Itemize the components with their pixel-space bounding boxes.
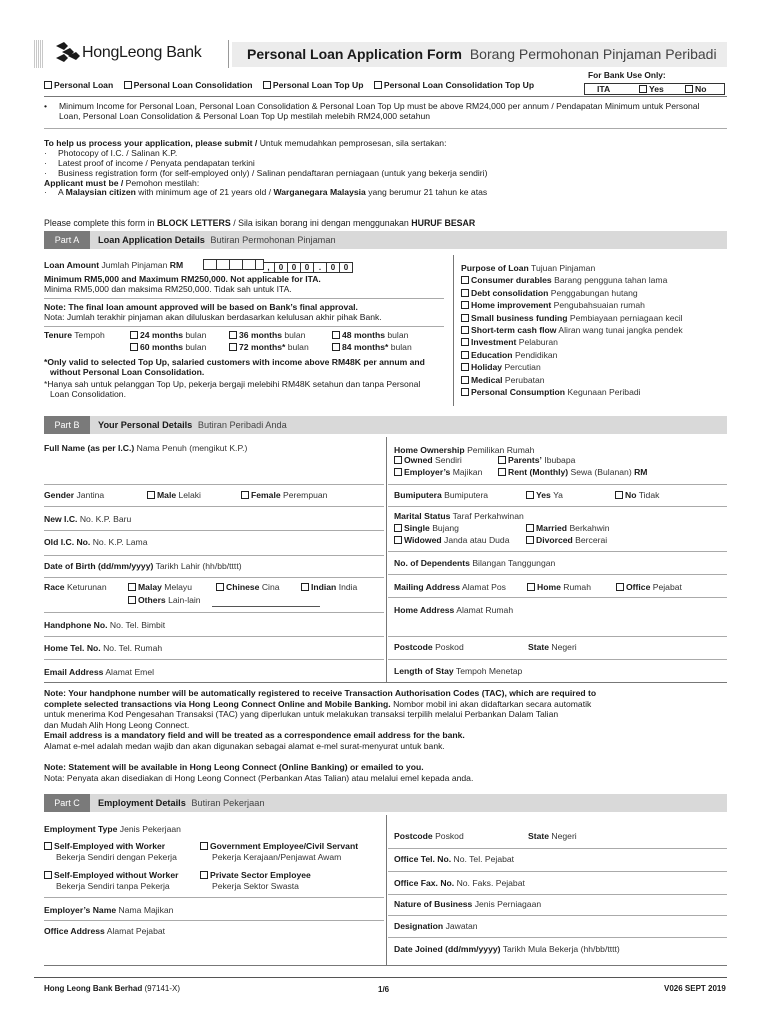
- new-ic-field[interactable]: New I.C. No. K.P. Baru: [44, 514, 132, 524]
- footer-company: Hong Leong Bank Berhad (97141-X): [44, 984, 181, 993]
- office-tel-field[interactable]: Office Tel. No. No. Tel. Pejabat: [394, 854, 515, 864]
- emp-government[interactable]: Government Employee/Civil Servant Pekerja Kerajaan/Penjawat Awam: [200, 841, 358, 863]
- emp-postcode-field[interactable]: Postcode Poskod: [394, 831, 464, 841]
- home-tel-field[interactable]: Home Tel. No. No. Tel. Rumah: [44, 643, 163, 653]
- tenure-84[interactable]: 84 months* bulan: [332, 343, 412, 353]
- race-others[interactable]: Others Lain-lain: [128, 596, 201, 606]
- footer-page: 1/6: [378, 985, 390, 994]
- state-field[interactable]: State Negeri: [528, 642, 577, 652]
- part-c-header: Part C Employment Details Butiran Pekerjaan: [44, 794, 727, 812]
- bumiputera-field: Bumiputera Bumiputera: [394, 490, 489, 500]
- footer-version: V026 SEPT 2019: [664, 984, 726, 993]
- designation-field[interactable]: Designation Jawatan: [394, 921, 478, 931]
- marital-divorced[interactable]: Divorced Bercerai: [526, 536, 607, 546]
- tenure-60[interactable]: 60 months bulan: [130, 343, 206, 353]
- marital-widowed[interactable]: Widowed Janda atau Duda: [394, 536, 510, 546]
- emp-self-with[interactable]: Self-Employed with Worker Bekerja Sendiri dengan Pekerja: [44, 841, 177, 863]
- purpose-personal[interactable]: Personal Consumption Kegunaan Peribadi: [461, 386, 683, 398]
- purpose-list: Purpose of Loan Tujuan Pinjaman Consumer durables Barang pengguna tahan lama Debt consolidation Penggabungan hutang Home improvement Pengubahsuaian rumah Small business funding Pembiayaan perniagaan kecil Short-term cash flow Aliran wang tunai jangka pendek Investment Pelaburan Education Pendidikan Holiday Percutian Medical Perubatan Personal Consumption Kegunaan Peribadi: [461, 263, 683, 398]
- ownership-parents[interactable]: Parents’ Ibubapa: [498, 456, 575, 466]
- full-name-field[interactable]: Full Name (as per I.C.) Nama Penuh (mengikut K.P.): [44, 443, 248, 453]
- marital-status: Marital Status Taraf Perkahwinan: [394, 511, 524, 521]
- date-joined-field[interactable]: Date Joined (dd/mm/yyyy) Tarikh Mula Bekerja (hh/bb/tttt): [394, 944, 620, 954]
- bank-use-label: For Bank Use Only:: [588, 70, 666, 80]
- loan-amount-row: Loan Amount Jumlah Pinjaman RM: [44, 260, 184, 270]
- race-malay[interactable]: Malay Melayu: [128, 583, 192, 593]
- block-letters-note: Please complete this form in BLOCK LETTERS / Sila isikan borang ini dengan menggunakan HURUF BESAR: [44, 218, 476, 228]
- purpose-home[interactable]: Home improvement Pengubahsuaian rumah: [461, 299, 683, 311]
- purpose-education[interactable]: Education Pendidikan: [461, 349, 683, 361]
- form-title-my: Borang Permohonan Pinjaman Peribadi: [469, 46, 717, 62]
- tenure-label: Tenure Tempoh: [44, 330, 105, 340]
- purpose-holiday[interactable]: Holiday Percutian: [461, 361, 683, 373]
- submit-section: To help us process your application, please submit / Untuk memudahkan pemprosesan, sila sertakan: · Photocopy of I.C. / Salinan K.P. · Latest proof of income / Penyata pendapatan terkini · Business registration form (for self-employed only) / Salinan pendaftaran perniagaan (untuk yang bekerja sendiri) Applicant must be / Pemohon mestilah: · A Malaysian citizen with minimum age of 21 years old / Warganegara Malaysia yang berumur 21 tahun ke atas: [44, 138, 488, 198]
- min-income-note: Minimum Income for Personal Loan, Personal Loan Consolidation & Personal Loan Top Up must be above RM24,000 per annum / Pendapatan Minimum untuk Personal Loan, Personal Loan Consolidation & Personal Loan Top Up mestilah melebih RM24,000 setahun: [59, 101, 700, 121]
- marital-single[interactable]: Single Bujang: [394, 524, 459, 534]
- ownership-employers[interactable]: Employer’s Majikan: [394, 468, 482, 478]
- nature-business-field[interactable]: Nature of Business Jenis Perniagaan: [394, 899, 542, 909]
- brand-name: HongLeong Bank: [82, 44, 202, 61]
- decorative-stripes: [34, 40, 43, 68]
- emp-private[interactable]: Private Sector Employee Pekerja Sektor Swasta: [200, 870, 311, 892]
- employer-name-field[interactable]: Employer’s Name Nama Majikan: [44, 905, 174, 915]
- purpose-debt[interactable]: Debt consolidation Penggabungan hutang: [461, 287, 683, 299]
- marital-married[interactable]: Married Berkahwin: [526, 524, 610, 534]
- tenure-36[interactable]: 36 months bulan: [229, 331, 305, 341]
- ita-label: ITA: [597, 84, 611, 94]
- purpose-medical[interactable]: Medical Perubatan: [461, 374, 683, 386]
- part-a-header: Part A Loan Application Details Butiran Permohonan Pinjaman: [44, 231, 727, 249]
- loan-type-topup[interactable]: Personal Loan Top Up: [263, 80, 364, 90]
- bank-no-option[interactable]: No: [685, 85, 706, 95]
- min-max-note: Minimum RM5,000 and Maximum RM250,000. Not applicable for ITA. Minima RM5,000 dan maksima RM250,000. Tidak sah untuk ITA.: [44, 274, 321, 294]
- tenure-24[interactable]: 24 months bulan: [130, 331, 206, 341]
- tenure-48[interactable]: 48 months bulan: [332, 331, 408, 341]
- bank-use-box: [584, 83, 725, 95]
- loan-type-consolidation[interactable]: Personal Loan Consolidation: [124, 80, 253, 90]
- mailing-address: Mailing Address Alamat Pos: [394, 582, 506, 592]
- purpose-business[interactable]: Small business funding Pembiayaan perniagaan kecil: [461, 312, 683, 324]
- ownership-rent[interactable]: Rent (Monthly) Sewa (Bulanan) RM: [498, 468, 647, 478]
- statement-note: Note: Statement will be available in Hong Leong Connect (Online Banking) or emailed to you. Nota: Penyata akan disediakan di Hong Leong Connect (Perbankan Atas Talian) atau melalui emel kepada anda.: [44, 762, 474, 783]
- mailing-home[interactable]: Home Rumah: [527, 583, 591, 593]
- loan-type-consolidation-topup[interactable]: Personal Loan Consolidation Top Up: [374, 80, 534, 90]
- purpose-investment[interactable]: Investment Pelaburan: [461, 336, 683, 348]
- handphone-field[interactable]: Handphone No. No. Tel. Bimbit: [44, 620, 166, 630]
- purpose-consumer[interactable]: Consumer durables Barang pengguna tahan lama: [461, 274, 683, 286]
- hlb-logo-icon: [54, 42, 80, 66]
- bank-yes-option[interactable]: Yes: [639, 85, 664, 95]
- race-chinese[interactable]: Chinese Cina: [216, 583, 280, 593]
- part-b-header: Part B Your Personal Details Butiran Peribadi Anda: [44, 416, 727, 434]
- email-field[interactable]: Email Address Alamat Emel: [44, 667, 155, 677]
- home-address-field[interactable]: Home Address Alamat Rumah: [394, 605, 514, 615]
- old-ic-field[interactable]: Old I.C. No. No. K.P. Lama: [44, 537, 148, 547]
- emp-state-field[interactable]: State Negeri: [528, 831, 577, 841]
- loan-type-personal[interactable]: Personal Loan: [44, 80, 113, 90]
- tac-note: Note: Your handphone number will be automatically registered to receive Transaction Authorisation Codes (TAC), which are required to complete selected transactions via Hong Leong Connect Online and Mobile Banking. Nombor mobil ini akan didaftarkan secara automatik untuk menerima Kod Pengesahan Transaksi (TAC) yang diperlukan untuk melakukan transaksi terpilih melalui Perbankan Dalam Talian dan Mudah Alih Hong Leong Connect. Email address is a mandatory field and will be treated as a correspondence email address for the bank. Alamat e-mel adalah medan wajib dan akan digunakan sebagai alamat e-mel surat-menyurat untuk bank.: [44, 688, 597, 751]
- gender-female[interactable]: Female Perempuan: [241, 491, 327, 501]
- loan-amount-input[interactable]: , 0 0 0 . 0 0: [204, 259, 353, 273]
- bullet: •: [44, 101, 48, 111]
- dob-field[interactable]: Date of Birth (dd/mm/yyyy) Tarikh Lahir (hh/bb/tttt): [44, 561, 242, 571]
- bumiputera-no[interactable]: No Tidak: [615, 491, 659, 501]
- office-address-field[interactable]: Office Address Alamat Pejabat: [44, 926, 166, 936]
- dependents-field[interactable]: No. of Dependents Bilangan Tanggungan: [394, 558, 556, 568]
- ownership-owned[interactable]: Owned Sendiri: [394, 456, 462, 466]
- purpose-cashflow[interactable]: Short-term cash flow Aliran wang tunai jangka pendek: [461, 324, 683, 336]
- tenure-72[interactable]: 72 months* bulan: [229, 343, 309, 353]
- race-field: Race Keturunan: [44, 582, 107, 592]
- gender-male[interactable]: Male Lelaki: [147, 491, 201, 501]
- bumiputera-yes[interactable]: Yes Ya: [526, 491, 563, 501]
- employment-type: Employment Type Jenis Pekerjaan: [44, 824, 181, 834]
- race-indian[interactable]: Indian India: [301, 583, 357, 593]
- length-stay-field[interactable]: Length of Stay Tempoh Menetap: [394, 666, 523, 676]
- home-ownership: Home Ownership Pemilikan Rumah: [394, 445, 535, 455]
- final-amount-note: Note: The final loan amount approved will be based on Bank’s final approval. Nota: Jumlah terakhir pinjaman akan diluluskan berdasarkan kelulusan akhir pihak Bank.: [44, 302, 382, 322]
- mailing-office[interactable]: Office Pejabat: [616, 583, 682, 593]
- office-fax-field[interactable]: Office Fax. No. No. Faks. Pejabat: [394, 878, 525, 888]
- form-title: Personal Loan Application Form: [247, 46, 462, 62]
- postcode-field[interactable]: Postcode Poskod: [394, 642, 464, 652]
- topup-note: *Only valid to selected Top Up, salaried customers with income above RM48K per annum and without Personal Loan Consolidation. *Hanya sah untuk pelanggan Top Up, pekerja bergaji melebihi RM48K setahun dan tanpa Personal Loan Consolidation.: [44, 357, 425, 399]
- emp-self-without[interactable]: Self-Employed without Worker Bekerja Sendiri tanpa Pekerja: [44, 870, 178, 892]
- gender-field: Gender Jantina: [44, 490, 105, 500]
